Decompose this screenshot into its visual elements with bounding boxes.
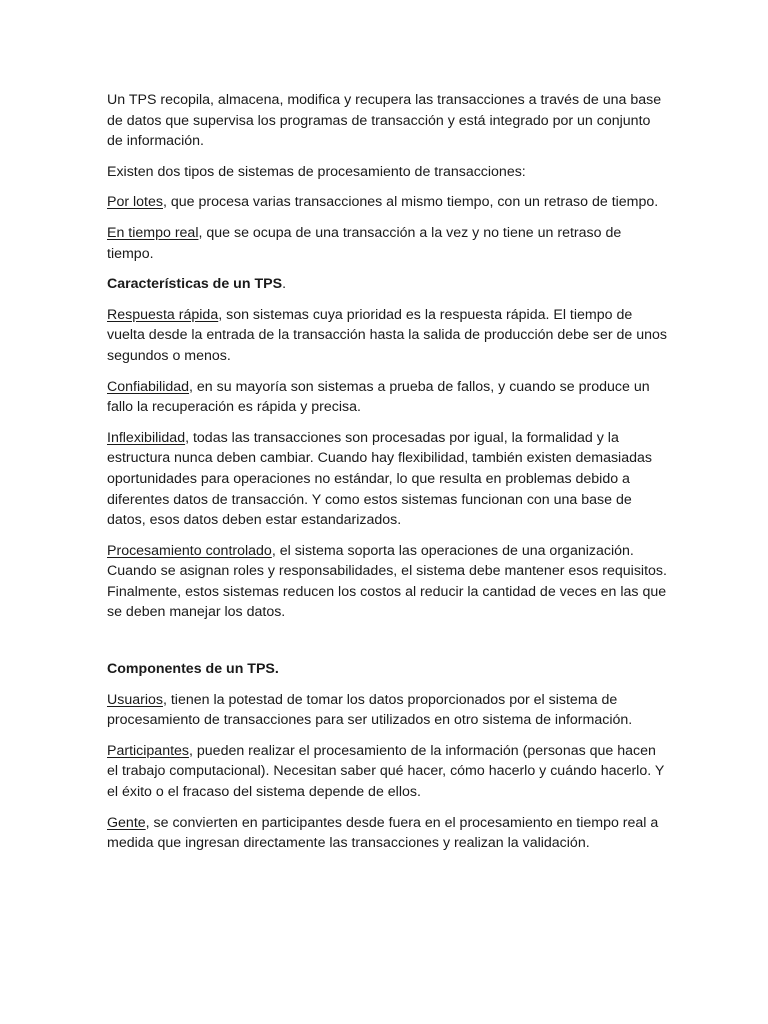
components-heading-text: Componentes de un TPS. xyxy=(107,661,279,678)
characteristic-item xyxy=(107,377,668,418)
component-item xyxy=(107,690,668,731)
characteristic-item xyxy=(107,541,668,623)
components-heading xyxy=(107,659,668,680)
intro-paragraph: Un TPS recopila, almacena, modifica y recupera las transacciones a través de una base de datos que supervisa los programas de transacción y está integrado por un conjunto de información. xyxy=(107,92,662,150)
characteristic-term: Confiabilidad xyxy=(107,378,190,395)
characteristics-heading xyxy=(107,274,668,295)
component-text: , pueden realizar el procesamiento de la información (personas que hacen el trabajo computacional). Necesitan saber qué hacer, cómo hacerlo y cuándo hacerlo. Y el éxito o el fracaso del sistema depende de ellos. xyxy=(107,742,665,801)
characteristic-text: , son sistemas cuya prioridad es la respuesta rápida. El tiempo de vuelta desde la entrada de la transacción hasta la salida de producción debe ser de unos segundos o menos. xyxy=(107,306,667,364)
type-item-realtime xyxy=(107,223,668,264)
component-term: Usuarios xyxy=(107,691,163,708)
component-item xyxy=(107,741,668,803)
type-text: , que se ocupa de una transacción a la vez y no tiene un retraso de tiempo. xyxy=(107,224,622,262)
characteristic-text: , el sistema soporta las operaciones de una organización. Cuando se asignan roles y responsabilidades, el sistema debe mantener esos requisitos. Finalmente, estos sistemas reducen los costos al reducir la cantidad de veces en las que se deben manejar los datos. xyxy=(107,542,667,621)
characteristics-heading-suffix: . xyxy=(282,276,287,293)
characteristic-term: Procesamiento controlado xyxy=(107,542,272,559)
component-term: Gente xyxy=(107,814,146,831)
type-term: En tiempo real xyxy=(107,224,199,241)
component-item xyxy=(107,813,668,854)
type-text: , que procesa varias transacciones al mismo tiempo, con un retraso de tiempo. xyxy=(163,194,659,211)
type-item-batch xyxy=(107,192,668,213)
component-term: Participantes xyxy=(107,742,190,759)
component-text: , se convierten en participantes desde fuera en el procesamiento en tiempo real a medida que ingresan directamente las transacciones y realizan la validación. xyxy=(107,814,659,852)
type-term: Por lotes xyxy=(107,194,163,211)
characteristic-term: Respuesta rápida xyxy=(107,306,219,323)
component-text: , tienen la potestad de tomar los datos proporcionados por el sistema de procesamiento de transacciones para ser utilizados en otro sistema de información. xyxy=(107,691,633,729)
characteristics-heading-text: Características de un TPS xyxy=(107,276,283,293)
characteristic-item xyxy=(107,428,668,531)
characteristic-text: , en su mayoría son sistemas a prueba de fallos, y cuando se produce un fallo la recuperación es rápida y precisa. xyxy=(107,378,650,416)
characteristic-term: Inflexibilidad xyxy=(107,429,186,446)
characteristic-text: , todas las transacciones son procesadas por igual, la formalidad y la estructura nunca deben cambiar. Cuando hay flexibilidad, también existen demasiadas oportunidades para operaciones no estándar, lo que resulta en problemas debido a diferentes datos de transacción. Y como estos sistemas funcionan con una base de datos, esos datos deben estar estandarizados. xyxy=(107,429,652,529)
types-intro-paragraph: Existen dos tipos de sistemas de procesamiento de transacciones: xyxy=(107,163,526,180)
characteristic-item xyxy=(107,305,668,367)
section-spacer xyxy=(107,633,668,659)
